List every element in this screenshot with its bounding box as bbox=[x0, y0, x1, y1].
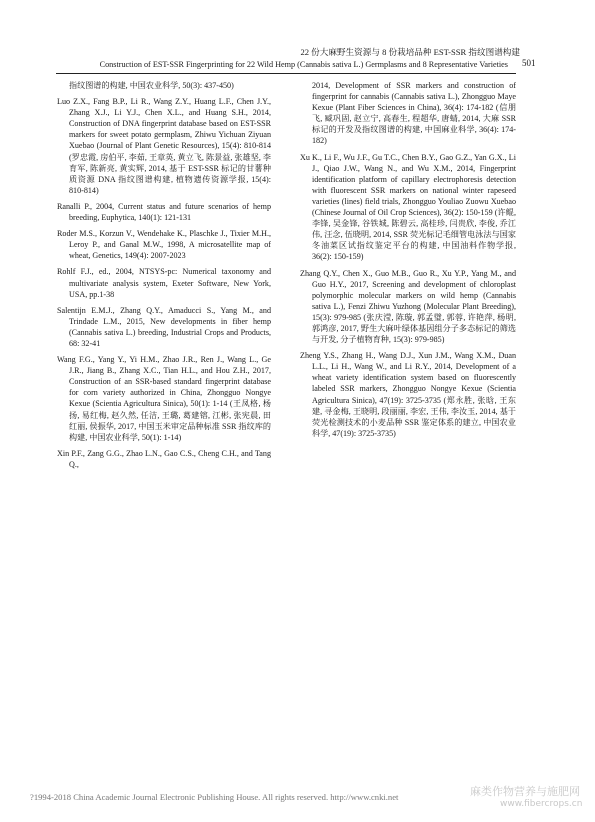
reference-entry: Roder M.S., Korzun V., Wendehake K., Plaschke J., Tixier M.H., Leroy P., and Ganal M.W., 1998, A microsatellite map of wheat, Genetics, 149(4): 2007-2023 bbox=[57, 229, 271, 261]
reference-entry: Luo Z.X., Fang B.P., Li R., Wang Z.Y., Huang L.F., Chen J.Y., Zhang X.J., Li Y.J., Chen X.L., and Huang S.H., 2014, Construction of DNA fingerprint database based on EST-SSR markers for sweet potato germplasm, Zhiwu Yichuan Ziyuan Xuebao (Journal of Plant Genetic Resources), 15(4): 810-814 (罗忠霞, 房伯平, 李茹, 王章英, 黄立飞, 陈景益, 张雄坚, 李育军, 陈新亮, 黄实辉, 2014, 基于 EST-SSR 标记的甘薯种质资源 DNA 指纹图谱构建, 植物遗传资源学报, 15(4): 810-814) bbox=[57, 97, 271, 195]
header-rule bbox=[56, 73, 516, 74]
copyright-notice: ?1994-2018 China Academic Journal Electronic Publishing House. All rights reserved. http://www.cnki.net bbox=[30, 792, 399, 802]
reference-entry: Wang F.G., Yang Y., Yi H.M., Zhao J.R., Ren J., Wang L., Ge J.R., Jiang B., Zhang X.C., Tian H.L., and Hou Z.H., 2017, Construction of an SSR-based standard fingerprint database for corn variety authorized in China, Zhongguo Nongye Kexue (Scientia Agricultura Sinica), 50(1): 1-14 (王凤格, 杨扬, 易红梅, 赵久然, 任洁, 王璐, 葛建镕, 江彬, 张宪晨, 田红丽, 侯振华, 2017, 中国玉米审定品种标准 SSR 指纹库的构建, 中国农业科学, 50(1): 1-14) bbox=[57, 355, 271, 442]
reference-entry: 2014, Development of SSR markers and construction of fingerprint for cannabis (Cannabis sativa L.), Zhongguo Maye Kexue (Plant Fiber Sciences in China), 36(4): 174-182 (信朋飞, 臧巩固, 赵立宁, 高春生, 程超华, 唐蜻, 2014, 大麻 SSR 标记的开发及指纹图谱的构建, 中国麻业科学, 36(4): 174-182) bbox=[312, 81, 516, 146]
reference-entry: Rohlf F.J., ed., 2004, NTSYS-pc: Numerical taxonomy and multivariate analysis system, Exeter Software, New York, USA, pp.1-38 bbox=[57, 267, 271, 299]
header-title-en: Construction of EST-SSR Fingerprinting for 22 Wild Hemp (Cannabis sativa L.) Germplasms and 8 Representative Varieties bbox=[99, 60, 508, 69]
reference-entry: Xin P.F., Zang G.G., Zhao L.N., Gao C.S., Cheng C.H., and Tang Q., bbox=[57, 448, 271, 469]
reference-entry: Ranalli P., 2004, Current status and future scenarios of hemp breeding, Euphytica, 140(1): 121-131 bbox=[57, 201, 271, 223]
header-title-cn: 22 份大麻野生资源与 8 份栽培品种 EST-SSR 指纹图谱构建 bbox=[300, 47, 520, 57]
reference-entry: Zhang Q.Y., Chen X., Guo M.B., Guo R., Xu Y.P., Yang M., and Guo H.Y., 2017, Screening and development of chloroplast polymorphic molecular markers on wild hemp (Cannabis sativa L.), Fenzi Zhiwu Yuzhong (Molecular Plant Breeding), 15(3): 979-985 (张庆滢, 陈璇, 郭孟璧, 郭蓉, 许艳萍, 杨明, 郭鸿彦, 2017, 野生大麻叶绿体基因组分子多态标记的筛选与开发, 分子植物育种, 15(3): 979-985) bbox=[300, 268, 516, 345]
watermark-text: 麻类作物营养与施肥网 bbox=[470, 785, 580, 798]
reference-entry: Salentijn E.M.J., Zhang Q.Y., Amaducci S., Yang M., and Trindade L.M., 2015, New developments in fiber hemp (Cannabis sativa L.) breeding, Industrial Crops and Products, 68: 32-41 bbox=[57, 305, 271, 348]
reference-entry: Xu K., Li F., Wu J.F., Gu T.C., Chen B.Y., Gao G.Z., Yan G.X., Li J., Qiao J.W., Wang N., and Wu X.M., 2014, Fingerprint identification platform of capillary electrophoresis detection with fluorescent SSR markers on national winter rapeseed varieties (lines) field trials, Zhongguo Youliao Zuowu Xuebao (Chinese Journal of Oil Crop Sciences), 36(2): 150-159 (许鲲, 李锋, 吴金锋, 谷铁城, 陈碧云, 高桂珍, 闫贵欣, 李俊, 乔江伟, 汪念, 伍晓明, 2014, SSR 荧光标记毛细管电泳法与国家冬油菜区试指纹鉴定平台的构建, 中国油料作物学报, 36(2): 150-159) bbox=[300, 152, 516, 262]
reference-entry: 指纹图谱的构建, 中国农业科学, 50(3): 437-450) bbox=[69, 81, 234, 90]
references-right-column bbox=[300, 80, 516, 444]
page-number: 501 bbox=[522, 58, 536, 68]
watermark-url: www.fibercrops.cn bbox=[500, 799, 583, 809]
references-left-column bbox=[57, 80, 271, 475]
reference-entry: Zheng Y.S., Zhang H., Wang D.J., Xun J.M., Wang X.M., Duan L.L., Li H., Wang W., and Li R.Y., 2014, Development of a wheat variety identification system based on fluorescently labeled SSR markers, Zhongguo Nongye Kexue (Scientia Agricultura Sinica), 47(19): 3725-3735 (郑永胜, 张晗, 王东建, 寻金梅, 王晓明, 段丽丽, 李宏, 王伟, 李汝玉, 2014, 基于荧光检测技术的小麦品种 SSR 鉴定体系的建立, 中国农业科学, 47(19): 3725-3735) bbox=[300, 351, 516, 438]
